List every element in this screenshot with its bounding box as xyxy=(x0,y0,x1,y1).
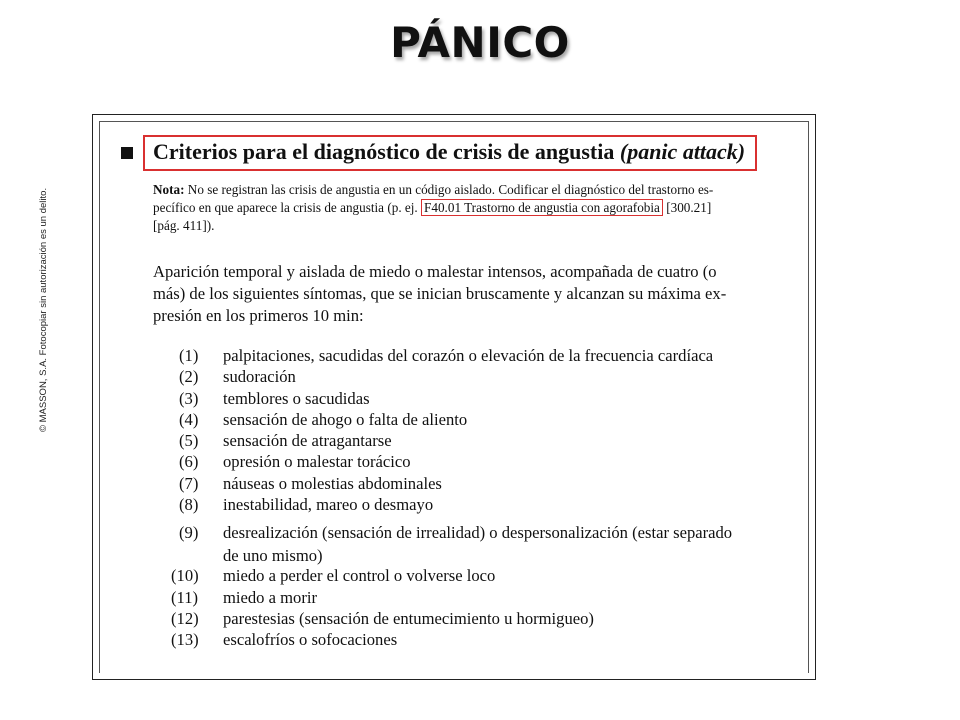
criterion-number: (9) xyxy=(179,523,199,543)
criterion-item xyxy=(161,345,801,366)
criterion-number: (8) xyxy=(179,495,199,515)
intro-line: Aparición temporal y aislada de miedo o malestar intensos, acompañada de cuatro (o xyxy=(153,262,717,281)
code-highlight: F40.01 Trastorno de angustia con agorafobia xyxy=(421,199,663,216)
heading-main: Criterios para el diagnóstico de crisis de angustia xyxy=(153,139,620,164)
criterion-item xyxy=(161,409,801,430)
note-line2-pre: pecífico en que aparece la crisis de angustia (p. ej. xyxy=(153,200,418,215)
criterion-text: miedo a perder el control o volverse loco xyxy=(223,566,496,586)
heading-text xyxy=(153,139,745,165)
criterion-item xyxy=(161,451,801,472)
criterion-number: (11) xyxy=(171,587,199,607)
criterion-text: palpitaciones, sacudidas del corazón o elevación de la frecuencia cardíaca xyxy=(223,346,714,365)
note-paragraph xyxy=(153,181,793,235)
criterion-text: opresión o malestar torácico xyxy=(223,452,411,472)
criterion-item xyxy=(161,629,801,650)
criterion-number: (4) xyxy=(179,409,199,429)
criterion-number: (10) xyxy=(171,566,199,586)
heading-italic: (panic attack) xyxy=(619,139,746,164)
criterion-item xyxy=(161,430,801,451)
slide-title: PÁNICO xyxy=(390,18,570,67)
criterion-text: sudoración xyxy=(223,367,296,387)
criterion-item xyxy=(161,388,801,409)
criterion-item xyxy=(161,608,801,629)
criterion-text: inestabilidad, mareo o desmayo xyxy=(223,495,434,515)
criterion-number: (13) xyxy=(171,630,199,650)
criterion-text-line2: de uno mismo) xyxy=(223,546,323,566)
criterion-item xyxy=(161,494,801,515)
criterion-text xyxy=(223,521,732,567)
criterion-number: (2) xyxy=(179,367,199,387)
criterion-text: náuseas o molestias abdominales xyxy=(223,473,442,493)
criterion-text: miedo a morir xyxy=(223,587,318,607)
copyright-note: © MASSON, S.A. Fotocopiar sin autorización es un delito. xyxy=(38,187,49,432)
square-bullet-icon xyxy=(121,147,133,159)
note-line3: [pág. 411]). xyxy=(153,218,215,233)
criterion-number: (6) xyxy=(179,452,199,472)
criterion-number: (1) xyxy=(179,346,199,365)
document-scan xyxy=(92,114,816,680)
criterion-text-line1: desrealización (sensación de irrealidad) o despersonalización (estar separado xyxy=(223,523,733,543)
criterion-text: sensación de atragantarse xyxy=(223,431,392,451)
criteria-list xyxy=(161,345,801,651)
criterion-text: parestesias (sensación de entumecimiento u hormigueo) xyxy=(223,608,594,628)
criterion-item xyxy=(161,473,801,494)
criterion-number: (7) xyxy=(179,473,199,493)
intro-line: más) de los siguientes síntomas, que se inician bruscamente y alcanzan su máxima ex- xyxy=(153,284,727,303)
criterion-number: (5) xyxy=(179,431,199,451)
criterion-text: escalofríos o sofocaciones xyxy=(223,630,398,650)
criterion-item xyxy=(161,519,801,565)
note-line2-post: [300.21] xyxy=(662,200,712,215)
intro-line: presión en los primeros 10 min: xyxy=(153,306,364,325)
note-line1: No se registran las crisis de angustia en un código aislado. Codificar el diagnóstico del trastorno es- xyxy=(184,182,714,197)
intro-paragraph xyxy=(153,261,793,327)
criterion-item xyxy=(161,366,801,387)
criterion-item xyxy=(161,565,801,586)
criterion-text: temblores o sacudidas xyxy=(223,388,370,408)
criterion-text: sensación de ahogo o falta de aliento xyxy=(223,409,468,429)
criterion-number: (3) xyxy=(179,388,199,408)
note-label: Nota: xyxy=(153,182,185,197)
criterion-number: (12) xyxy=(171,608,199,628)
criterion-item xyxy=(161,587,801,608)
